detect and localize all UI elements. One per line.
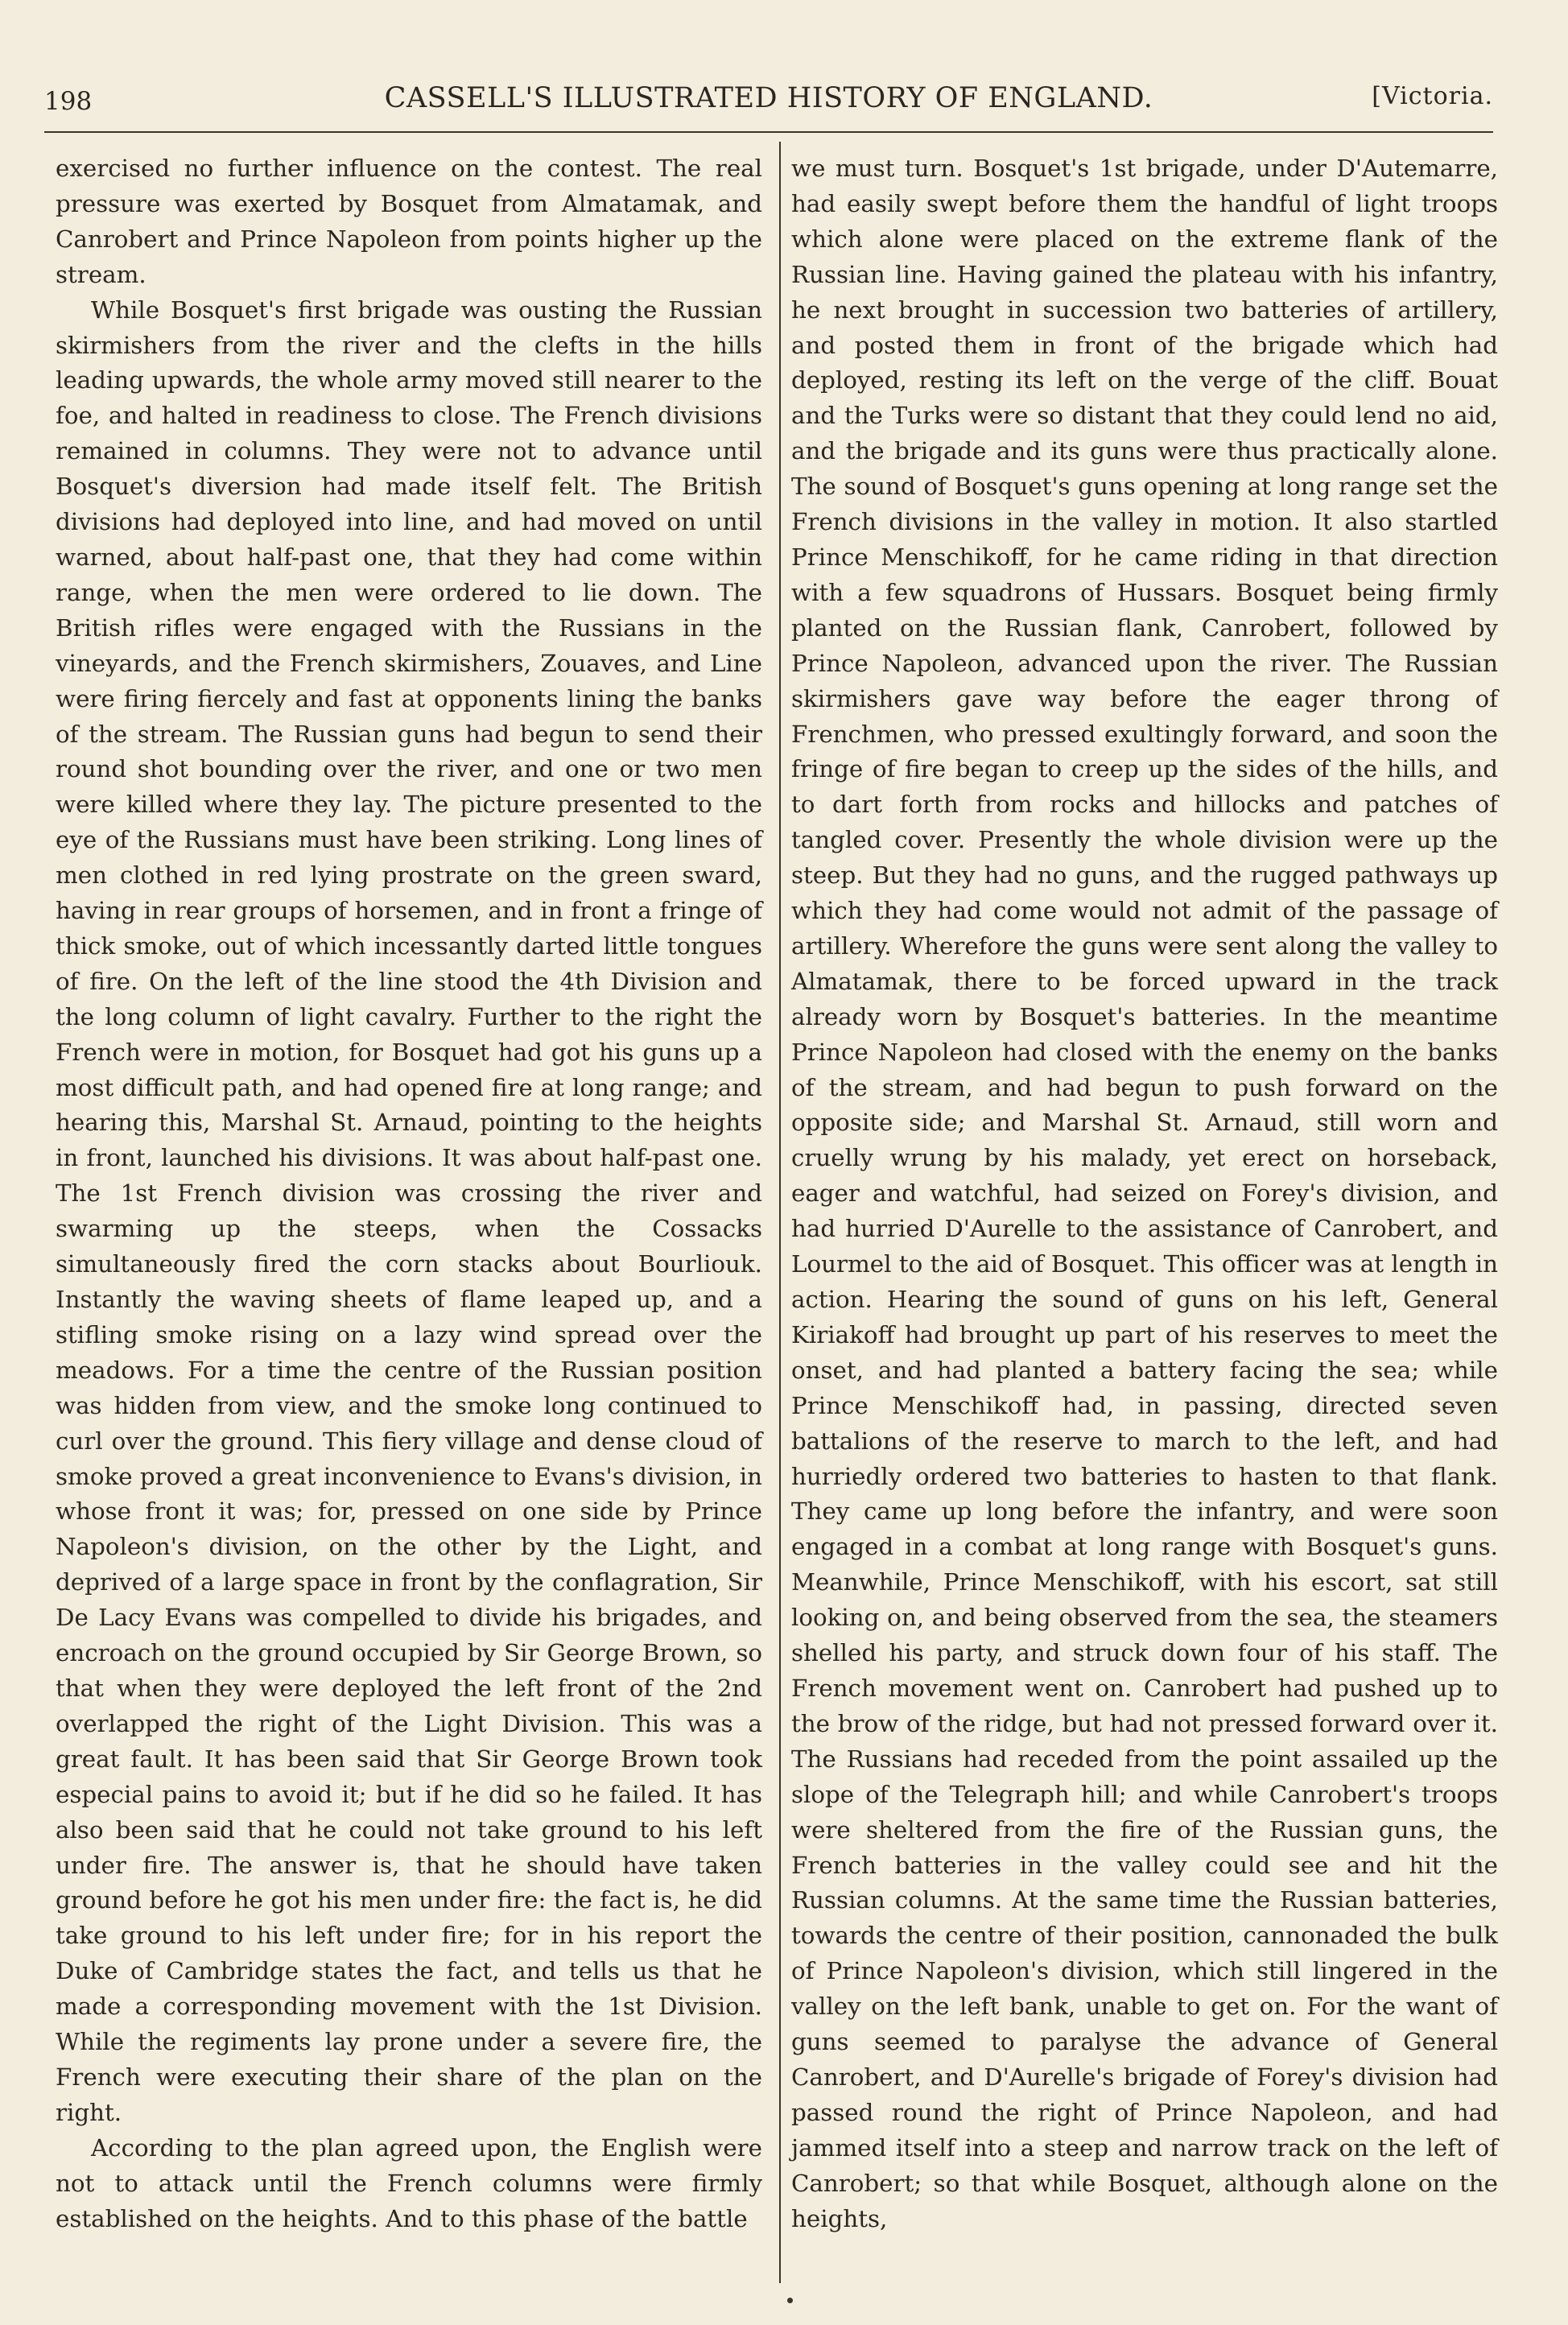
right-column [791,151,1498,2236]
paragraph: While Bosquet's first brigade was ousting the Russian skirmishers from the river and the clefts in the hills leading upwards, the whole army moved still nearer to the foe, and halted in readiness to close. The French divisions remained in columns. They were not to advance until Bosquet's diversion had made itself felt. The British divisions had deployed into line, and had moved on until warned, about half-past one, that they had come within range, when the men were ordered to lie down. The British rifles were engaged with the Russians in the vineyards, and the French skirmishers, Zouaves, and Line were firing fiercely and fast at opponents lining the banks of the stream. The Russian guns had begun to send their round shot bounding over the river, and one or two men were killed where they lay. The picture presented to the eye of the Russians must have been striking. Long lines of men clothed in red lying prostrate on the green sward, having in rear groups of horsemen, and in front a fringe of thick smoke, out of which incessantly darted little tongues of fire. On the left of the line stood the 4th Division and the long column of light cavalry. Further to the right the French were in motion, for Bosquet had got his guns up a most difficult path, and had opened fire at long range; and hearing this, Marshal St. Arnaud, pointing to the heights in front, launched his divisions. It was about half-past one. The 1st French division was crossing the river and swarming up the steeps, when the Cossacks simultaneously fired the corn stacks about Bourliouk. Instantly the waving sheets of flame leaped up, and a stifling smoke rising on a lazy wind spread over the meadows. For a time the centre of the Russian position was hidden from view, and the smoke long continued to curl over the ground. This fiery village and dense cloud of smoke proved a great inconvenience to Evans's division, in whose front it was; for, pressed on one side by Prince Napoleon's division, on the other by the Light, and deprived of a large space in front by the conflagration, Sir De Lacy Evans was compelled to divide his brigades, and encroach on the ground occupied by Sir George Brown, so that when they were deployed the left front of the 2nd overlapped the right of the Light Division. This was a great fault. It has been said that Sir George Brown took especial pains to avoid it; but if he did so he failed. It has also been said that he could not take ground to his left under fire. The answer is, that he should have taken ground before he got his men under fire: the fact is, he did take ground to his left under fire; for in his report the Duke of Cambridge states the fact, and tells us that he made a corresponding movement with the 1st Division. While the regiments lay prone under a severe fire, the French were executing their share of the plan on the right. [56,295,762,2126]
left-column [56,151,762,2236]
paragraph: exercised no further influence on the contest. The real pressure was exerted by Bosquet from Almatamak, and Canrobert and Prince Napoleon from points higher up the stream. [56,155,762,288]
running-title: CASSELL'S ILLUSTRATED HISTORY OF ENGLAND. [384,82,1153,114]
page-number: 198 [44,87,93,116]
printer-mark [787,2298,793,2303]
section-tag: [Victoria. [1372,82,1493,110]
header-rule [44,131,1493,133]
paragraph: we must turn. Bosquet's 1st brigade, under D'Autemarre, had easily swept before them the handful of light troops which alone were placed on the extreme flank of the Russian line. Having gained the plateau with his infantry, he next brought in succession two batteries of artillery, and posted them in front of the brigade which had deployed, resting its left on the verge of the cliff. Bouat and the Turks were so distant that they could lend no aid, and the brigade and its guns were thus practically alone. The sound of Bosquet's guns opening at long range set the French divisions in the valley in motion. It also startled Prince Menschikoff, for he came riding in that direction with a few squadrons of Hussars. Bosquet being firmly planted on the Russian flank, Canrobert, followed by Prince Napoleon, advanced upon the river. The Russian skirmishers gave way before the eager throng of Frenchmen, who pressed exultingly forward, and soon the fringe of fire began to creep up the sides of the hills, and to dart forth from rocks and hillocks and patches of tangled cover. Presently the whole division were up the steep. But they had no guns, and the rugged pathways up which they had come would not admit of the passage of artillery. Wherefore the guns were sent along the valley to Almatamak, there to be forced upward in the track already worn by Bosquet's batteries. In the meantime Prince Napoleon had closed with the enemy on the banks of the stream, and had begun to push forward on the opposite side; and Marshal St. Arnaud, still worn and cruelly wrung by his malady, yet erect on horseback, eager and watchful, had seized on Forey's division, and had hurried D'Aurelle to the assistance of Canrobert, and Lourmel to the aid of Bosquet. This officer was at length in action. Hearing the sound of guns on his left, General Kiriakoff had brought up part of his reserves to meet the onset, and had planted a battery facing the sea; while Prince Menschikoff had, in passing, directed seven battalions of the reserve to march to the left, and had hurriedly ordered two batteries to hasten to that flank. They came up long before the infantry, and were soon engaged in a combat at long range with Bosquet's guns. Meanwhile, Prince Menschikoff, with his escort, sat still looking on, and being observed from the sea, the steamers shelled his party, and struck down four of his staff. The French movement went on. Canrobert had pushed up to the brow of the ridge, but had not pressed forward over it. The Russians had receded from the point assailed up the slope of the Telegraph hill; and while Canrobert's troops were sheltered from the fire of the Russian guns, the French batteries in the valley could see and hit the Russian columns. At the same time the Russian batteries, towards the centre of their position, cannonaded the bulk of Prince Napoleon's division, which still lingered in the valley on the left bank, unable to get on. For the want of guns seemed to paralyse the advance of General Canrobert, and D'Aurelle's brigade of Forey's division had passed round the right of Prince Napoleon, and had jammed itself into a steep and narrow track on the left of Canrobert; so that while Bosquet, although alone on the heights, [791,155,1498,2232]
paragraph: According to the plan agreed upon, the English were not to attack until the French columns were firmly established on the heights. And to this phase of the battle [56,2133,762,2232]
page-header [44,82,1493,127]
column-divider [779,142,781,2283]
